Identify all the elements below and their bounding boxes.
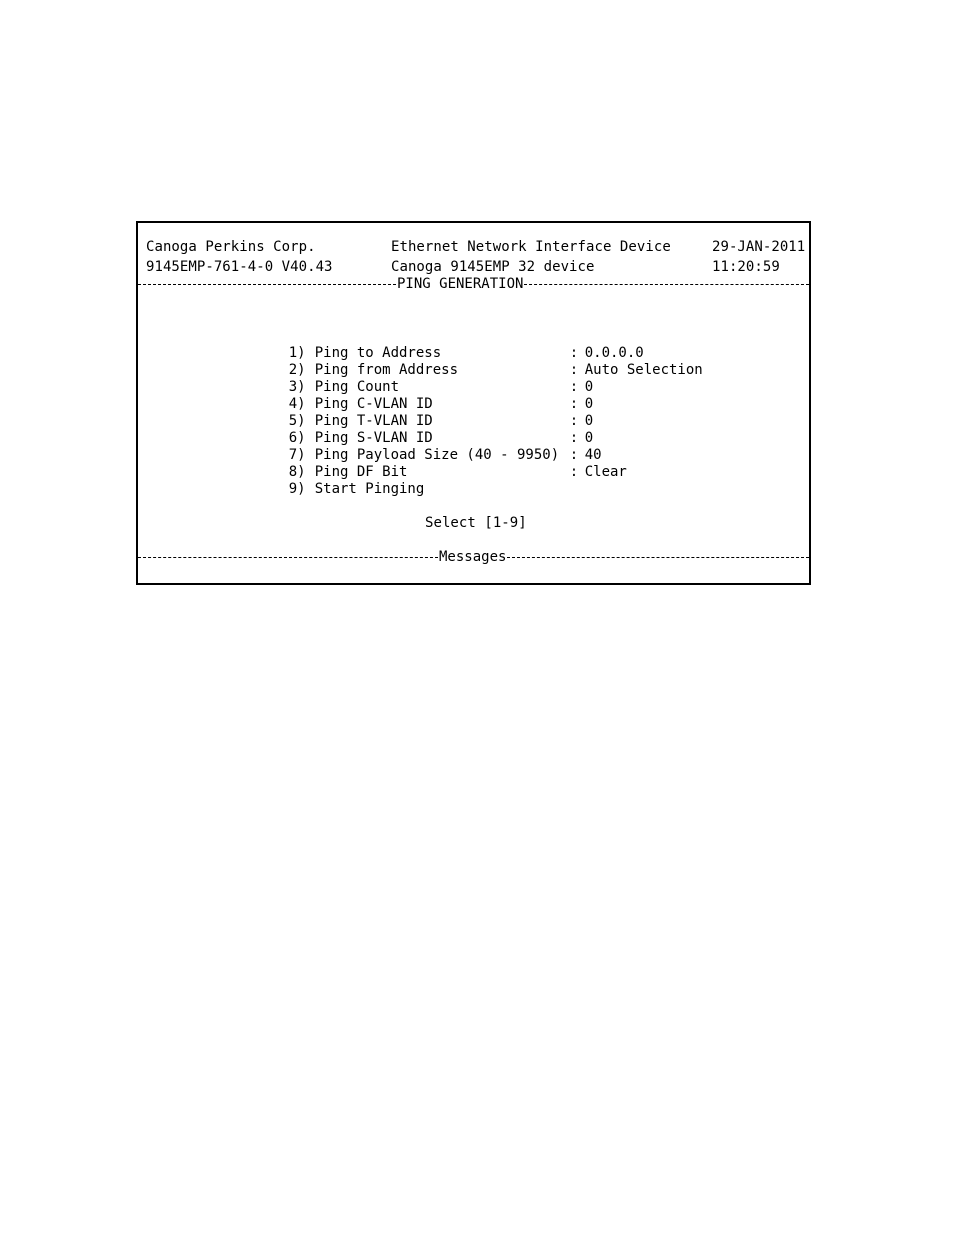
- section-separator: [138, 276, 809, 293]
- menu-item-value: 0: [584, 379, 594, 395]
- menu-item-label: Ping DF Bit: [314, 464, 408, 480]
- menu-item-colon: :: [569, 464, 579, 480]
- date-display: 29-JAN-2011: [712, 239, 806, 255]
- menu-item-number: 9): [288, 481, 306, 497]
- menu-item-label: Ping S-VLAN ID: [314, 430, 433, 446]
- menu-item-value: 0: [584, 396, 594, 412]
- select-prompt[interactable]: Select [1-9]: [425, 515, 527, 531]
- menu-item-colon: :: [569, 362, 579, 378]
- menu-item-label: Ping T-VLAN ID: [314, 413, 433, 429]
- separator-dashes-left: [138, 284, 396, 285]
- menu-item-colon: :: [569, 345, 579, 361]
- separator-dashes-left: [138, 557, 438, 558]
- menu-item-number: 6): [288, 430, 306, 446]
- device-name: Canoga 9145EMP 32 device: [391, 259, 595, 275]
- separator-dashes-right: [524, 284, 809, 285]
- menu-item-value: 0: [584, 413, 594, 429]
- menu-item-number: 5): [288, 413, 306, 429]
- terminal-window: [136, 221, 811, 585]
- menu-item-label: Ping from Address: [314, 362, 459, 378]
- menu-item-value: 40: [584, 447, 602, 463]
- menu-item-colon: :: [569, 396, 579, 412]
- menu-item-colon: :: [569, 430, 579, 446]
- menu-item-start-pinging[interactable]: [255, 464, 570, 515]
- company-name: Canoga Perkins Corp.: [146, 239, 316, 255]
- menu-item-number: 4): [288, 396, 306, 412]
- menu-item-number: 7): [288, 447, 306, 463]
- menu-item-value: Clear: [584, 464, 627, 480]
- menu-item-label: Ping C-VLAN ID: [314, 396, 433, 412]
- menu-item-number: 2): [288, 362, 306, 378]
- menu-item-label: Start Pinging: [314, 481, 425, 497]
- menu-item-value: 0: [584, 430, 594, 446]
- menu-item-number: 1): [288, 345, 306, 361]
- menu-item-value: Auto Selection: [584, 362, 703, 378]
- menu-item-colon: :: [569, 447, 579, 463]
- menu-item-label: Ping to Address: [314, 345, 442, 361]
- menu-item-colon: :: [569, 379, 579, 395]
- messages-separator: [138, 549, 809, 566]
- product-title: Ethernet Network Interface Device: [391, 239, 671, 255]
- menu-item-number: 8): [288, 464, 306, 480]
- section-title: PING GENERATION: [397, 276, 524, 292]
- firmware-version: 9145EMP-761-4-0 V40.43: [146, 259, 333, 275]
- menu-item-label: Ping Payload Size (40 - 9950): [314, 447, 560, 463]
- messages-title: Messages: [439, 549, 507, 565]
- menu-item-number: 3): [288, 379, 306, 395]
- separator-dashes-right: [507, 557, 809, 558]
- menu-item-label: Ping Count: [314, 379, 400, 395]
- menu-item-colon: :: [569, 413, 579, 429]
- menu-item-value: 0.0.0.0: [584, 345, 644, 361]
- time-display: 11:20:59: [712, 259, 780, 275]
